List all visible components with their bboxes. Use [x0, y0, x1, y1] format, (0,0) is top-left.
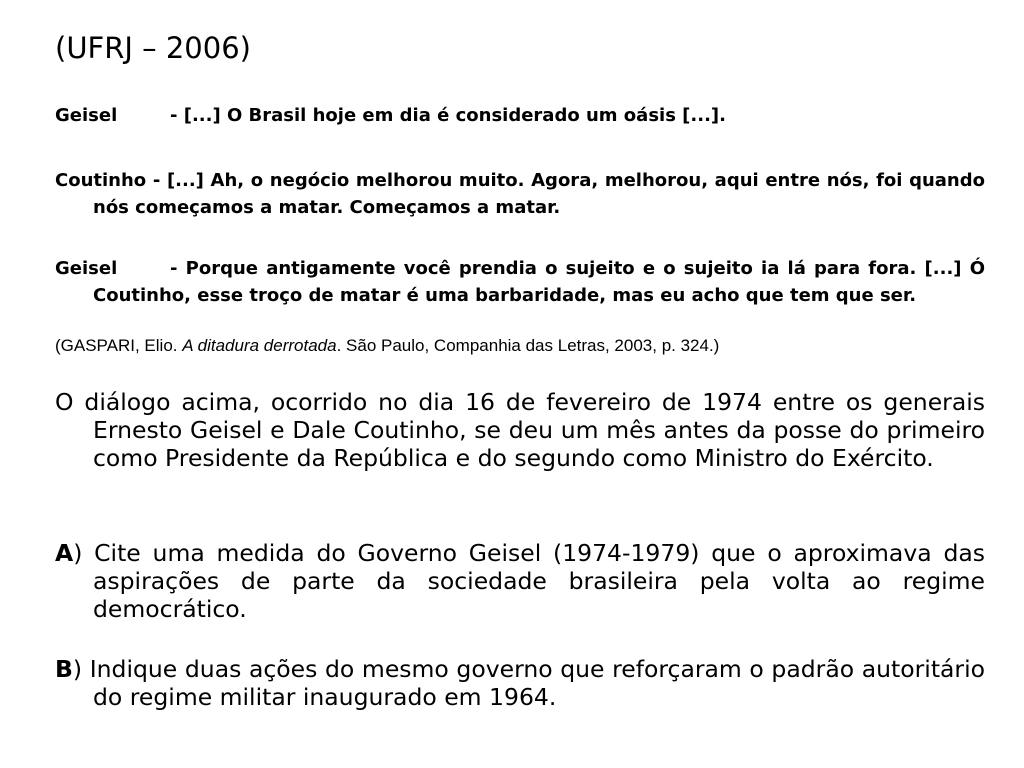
question-text: ) Cite uma medida do Governo Geisel (1974-1979) que o aproximava das aspirações de parte da sociedade brasileira pela volta ao regime democrático. [73, 539, 985, 623]
question-b [55, 655, 985, 711]
dialogue-text: - [...] Ah, o negócio melhorou muito. Agora, melhorou, aqui entre nós, foi quando nós começamos a matar. Começamos a matar. [93, 170, 985, 218]
question-text: ) Indique duas ações do mesmo governo que reforçaram o padrão autoritário do regime militar inaugurado em 1964. [72, 655, 985, 711]
dialogue-line-1 [55, 102, 985, 129]
question-letter: A [55, 539, 74, 567]
speaker-name: Geisel [55, 105, 118, 126]
speaker-name: Coutinho [55, 170, 147, 191]
question-a [55, 539, 985, 623]
slide-title: (UFRJ – 2006) [55, 31, 251, 65]
dialogue-line-3 [55, 255, 985, 309]
speaker-name: Geisel [55, 258, 118, 279]
dialogue-text: - [...] O Brasil hoje em dia é considerado um oásis [...]. [170, 105, 726, 126]
citation-book-title: A ditadura derrotada [182, 336, 337, 355]
citation-suffix: . São Paulo, Companhia das Letras, 2003, p. 324.) [336, 336, 720, 355]
question-letter: B [55, 655, 73, 683]
citation [55, 333, 719, 359]
citation-prefix: (GASPARI, Elio. [55, 336, 183, 355]
dialogue-line-2 [55, 167, 985, 221]
dialogue-text: - Porque antigamente você prendia o sujeito e o sujeito ia lá para fora. [...] Ó Coutinho, esse troço de matar é uma barbaridade, mas eu acho que tem que ser. [93, 258, 985, 306]
intro-paragraph: O diálogo acima, ocorrido no dia 16 de fevereiro de 1974 entre os generais Ernesto Geisel e Dale Coutinho, se deu um mês antes da posse do primeiro como Presidente da República e do segundo como Ministro do Exército. [55, 388, 985, 472]
